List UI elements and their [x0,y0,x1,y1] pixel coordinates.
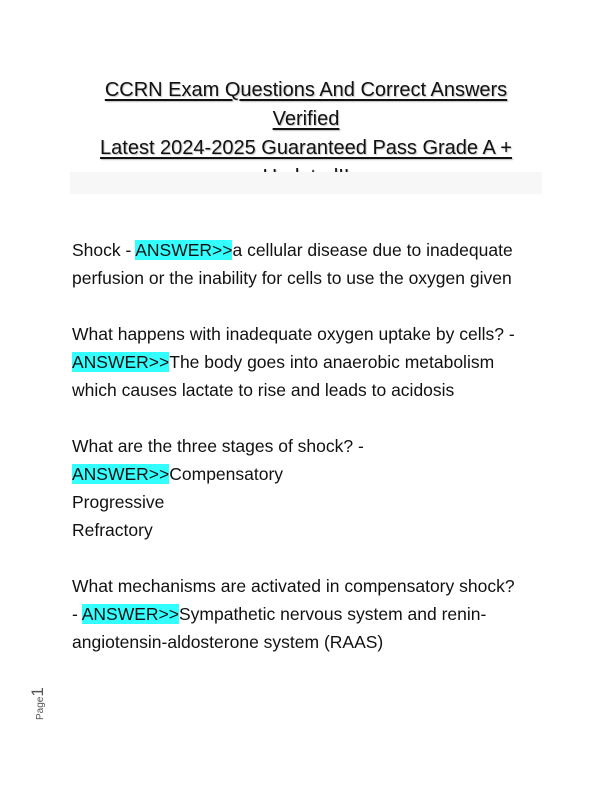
page-number: 1 [28,687,47,697]
qa-1-question: Shock - [72,240,132,260]
qa-3-answer-line-1: Compensatory [169,464,284,484]
qa-4-answer-marker: ANSWER>> [81,604,179,624]
page-number-footer [24,682,48,722]
qa-3-answer-marker: ANSWER>> [72,464,170,484]
qa-1-answer-line-2: perfusion or the inability for cells to use the oxygen given [72,268,512,288]
qa-2-answer-line-1: The body goes into anaerobic metabolism [169,352,495,372]
qa-item-4 [72,572,552,656]
qa-3-line-2 [72,460,552,488]
qa-1-answer-line-1: a cellular disease due to inadequate [232,240,513,260]
qa-4-answer-line-2: angiotensin-aldosterone system (RAAS) [72,632,384,652]
qa-4-line-2 [72,600,552,628]
document-body [72,236,552,684]
qa-2-question: What happens with inadequate oxygen uptake by cells? - [72,324,515,344]
title-line-2: Latest 2024-2025 Guaranteed Pass Grade A + [100,137,512,159]
page-number-rotated [28,687,48,720]
shaded-divider [70,172,542,194]
qa-item-2 [72,320,552,404]
qa-item-1 [72,236,552,292]
qa-2-line-2 [72,348,552,376]
qa-1-line-1 [72,236,552,264]
qa-2-answer-marker: ANSWER>> [72,352,170,372]
qa-2-answer-line-2: which causes lactate to rise and leads to acidosis [72,380,455,400]
page-label: Page [35,696,46,720]
qa-1-answer-marker: ANSWER>> [135,240,233,260]
title-line-1: CCRN Exam Questions And Correct Answers Verified [104,79,508,130]
qa-item-3 [72,432,552,544]
qa-4-answer-line-1: Sympathetic nervous system and renin- [178,604,487,624]
qa-3-answer-line-2: Progressive [72,492,165,512]
qa-3-question: What are the three stages of shock? - [72,436,364,456]
qa-4-question: What mechanisms are activated in compensatory shock? [72,576,515,596]
qa-4-prefix: - [72,604,82,624]
qa-3-answer-line-3: Refractory [72,520,153,540]
